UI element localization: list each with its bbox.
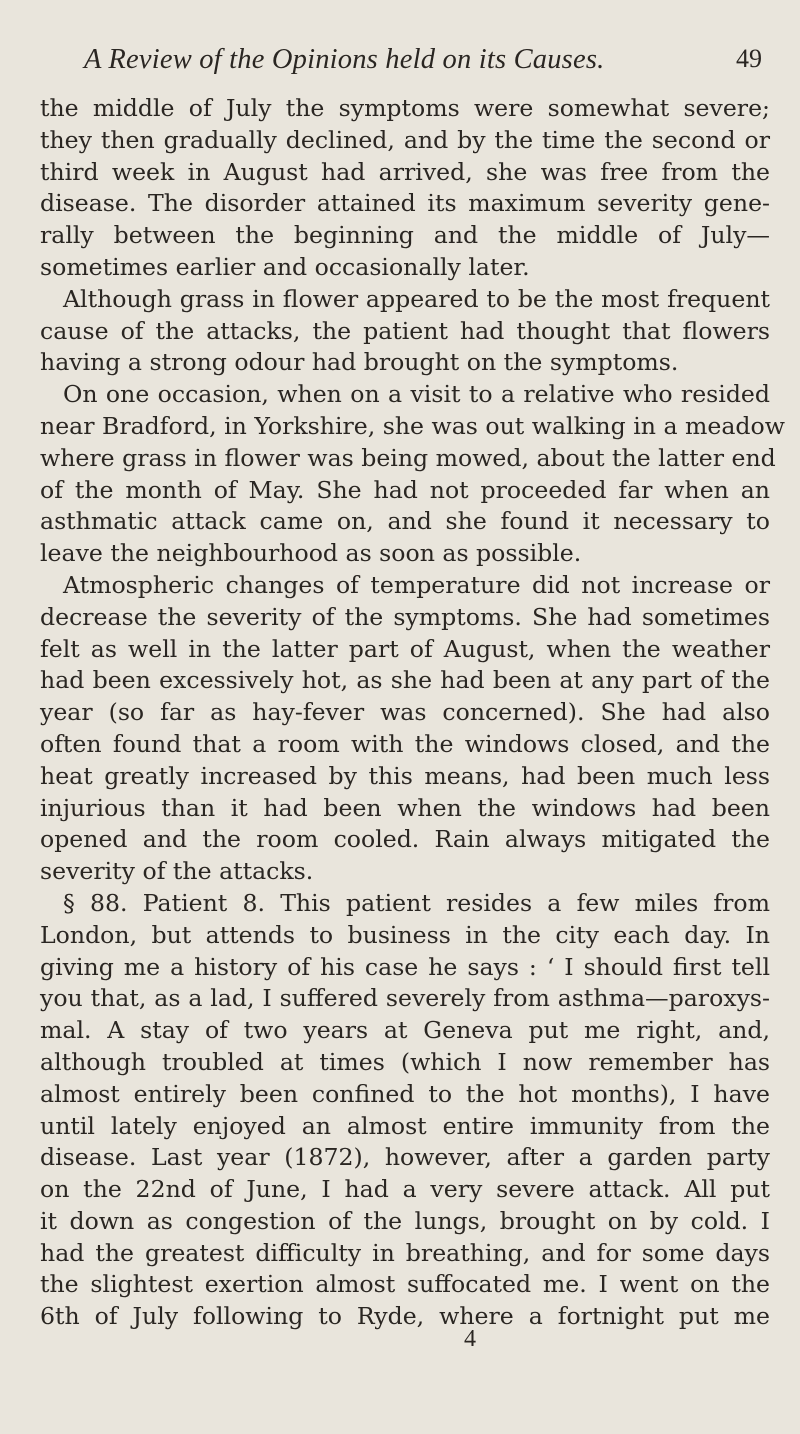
body-text (40, 93, 785, 1333)
text-line: heat greatly increased by this means, had been much less (40, 761, 770, 790)
text-line: third week in August had arrived, she was free from the (40, 157, 770, 186)
text-line: felt as well in the latter part of August, when the weather (40, 634, 770, 663)
text-line: London, but attends to business in the city each day. In (40, 920, 770, 949)
text-line: disease. The disorder attained its maximum severity gene- (40, 189, 770, 218)
text-line: the middle of July the symptoms were somewhat severe; (40, 94, 770, 122)
running-head (0, 44, 800, 84)
text-line: Although grass in flower appeared to be the most frequent (63, 284, 770, 313)
text-line: where grass in flower was being mowed, about the latter end (40, 443, 776, 472)
text-line: 6th of July following to Ryde, where a fortnight put me (40, 1302, 770, 1331)
text-line: had been excessively hot, as she had been at any part of the (40, 666, 770, 695)
text-line: had the greatest difficulty in breathing, and for some days (40, 1238, 770, 1267)
text-line: almost entirely been confined to the hot months), I have (40, 1079, 770, 1108)
text-line: On one occasion, when on a visit to a relative who resided (63, 380, 770, 409)
page-number: 49 (736, 44, 762, 73)
text-line: decrease the severity of the symptoms. She had sometimes (40, 602, 770, 631)
text-line: mal. A stay of two years at Geneva put me right, and, (40, 1016, 770, 1045)
text-line: although troubled at times (which I now remember has (40, 1047, 770, 1076)
text-line: sometimes earlier and occasionally later. (40, 252, 530, 281)
text-line: of the month of May. She had not proceeded far when an (40, 475, 770, 504)
text-line: on the 22nd of June, I had a very severe attack. All put (40, 1175, 770, 1204)
text-line: they then gradually declined, and by the time the second or (40, 125, 770, 154)
text-line: giving me a history of his case he says : ‘ I should first tell (40, 952, 770, 981)
text-line: year (so far as hay-fever was concerned). She had also (40, 698, 770, 727)
text-line: having a strong odour had brought on the symptoms. (40, 348, 679, 377)
running-title: A Review of the Opinions held on its Causes. (84, 44, 605, 75)
text-line: cause of the attacks, the patient had thought that flowers (40, 316, 770, 345)
text-line: § 88. Patient 8. This patient resides a few miles from (63, 888, 770, 917)
text-line: often found that a room with the windows closed, and the (40, 729, 770, 758)
signature-mark: 4 (464, 1326, 476, 1352)
text-line: Atmospheric changes of temperature did not increase or (63, 570, 770, 599)
text-line: it down as congestion of the lungs, brought on by cold. I (40, 1206, 770, 1235)
text-line: leave the neighbourhood as soon as possible. (40, 539, 582, 568)
text-line: opened and the room cooled. Rain always mitigated the (40, 825, 770, 854)
text-line: severity of the attacks. (40, 857, 314, 886)
text-line: you that, as a lad, I suffered severely from asthma—paroxys- (40, 984, 770, 1013)
text-line: disease. Last year (1872), however, after a garden party (40, 1143, 770, 1172)
text-line: rally between the beginning and the middle of July— (40, 221, 770, 250)
text-line: near Bradford, in Yorkshire, she was out walking in a meadow (40, 411, 785, 440)
text-line: injurious than it had been when the windows had been (40, 793, 770, 822)
text-line: the slightest exertion almost suffocated me. I went on the (40, 1270, 770, 1299)
text-line: until lately enjoyed an almost entire immunity from the (40, 1111, 770, 1140)
text-line: asthmatic attack came on, and she found it necessary to (40, 507, 770, 536)
